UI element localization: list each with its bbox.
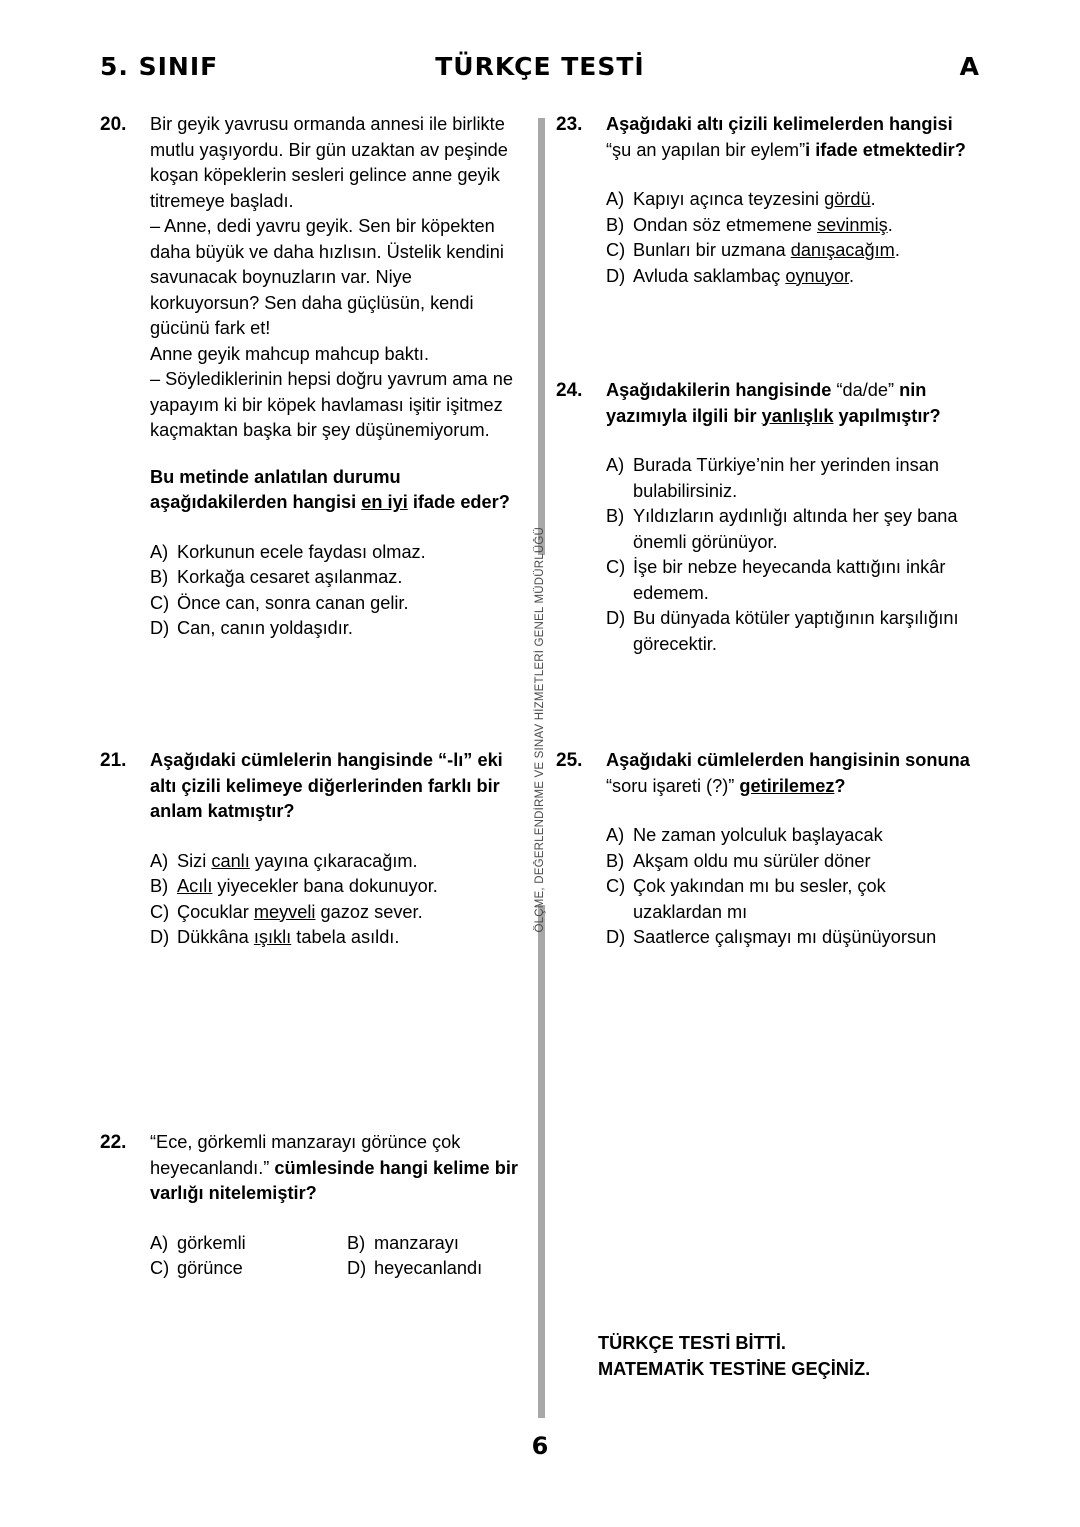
option-text: Korkağa cesaret aşılanmaz. xyxy=(177,567,403,587)
option-pre: Kapıyı açınca teyzesini xyxy=(633,189,825,209)
prompt-pre: Bu metinde anlatılan durumu aşağıdakilerden hangisi xyxy=(150,466,401,512)
option-letter: A) xyxy=(606,825,625,845)
option-c[interactable] xyxy=(606,238,976,264)
question-22-options xyxy=(150,1231,520,1282)
prompt-bold: Aşağıdaki cümlelerden hangisinin sonuna xyxy=(606,750,970,770)
option-letter: A) xyxy=(606,455,625,475)
option-a[interactable] xyxy=(150,849,520,875)
option-c[interactable] xyxy=(606,874,976,925)
option-letter: B) xyxy=(606,850,625,871)
booklet-label: A xyxy=(959,52,980,81)
question-23-options xyxy=(606,187,976,289)
prompt-quote: “da/de” xyxy=(836,380,895,400)
option-post: yiyecekler bana dokunuyor. xyxy=(212,876,438,896)
passage-paragraph: – Söylediklerinin hepsi doğru yavrum ama ne yapayım ki bir köpek havlaması işitir işitmez kaçmaktan başka bir şey düşünemiyorum. xyxy=(150,369,513,440)
option-c[interactable] xyxy=(150,1256,347,1282)
option-underlined: oynuyor xyxy=(785,265,850,286)
option-text xyxy=(177,874,520,900)
option-a[interactable] xyxy=(150,1231,347,1257)
page-number: 6 xyxy=(531,1432,549,1460)
option-a[interactable] xyxy=(606,823,976,849)
option-post: gazoz sever. xyxy=(315,901,423,922)
option-underlined: meyveli xyxy=(253,901,316,922)
option-row xyxy=(150,1231,520,1257)
prompt-bold-1: Aşağıdaki altı çizili kelimelerden hangisi xyxy=(606,114,953,134)
option-letter: A) xyxy=(150,1232,169,1253)
prompt-pre: Aşağıdakilerin hangisinde xyxy=(606,380,837,400)
option-underlined: ışıklı xyxy=(253,927,292,947)
option-letter: C) xyxy=(150,592,170,613)
option-post: yayına çıkaracağım. xyxy=(249,850,418,871)
option-post: . xyxy=(894,240,900,260)
option-text xyxy=(633,238,976,264)
prompt-text: Aşağıdaki cümlelerin hangisinde “-lı” eki altı çizili kelimeye diğerlerinden farklı bir anlam katmıştır? xyxy=(150,750,503,821)
option-text: manzarayı xyxy=(374,1232,459,1253)
question-24-prompt xyxy=(606,378,976,429)
question-21-options xyxy=(150,849,520,951)
option-d[interactable] xyxy=(606,264,976,290)
option-d[interactable] xyxy=(347,1256,544,1282)
option-d[interactable] xyxy=(150,925,520,951)
option-text: Korkunun ecele faydası olmaz. xyxy=(177,541,426,562)
option-underlined: gördü xyxy=(824,189,871,209)
passage-paragraph: – Anne, dedi yavru geyik. Sen bir köpekten daha büyük ve daha hızlısın. Üstelik kendini savunacak boynuzların var. Niye korkuyorsun? Sen daha güçlüsün, kendi gücünü fark et! xyxy=(150,216,504,338)
question-23-prompt xyxy=(606,112,976,163)
option-b[interactable] xyxy=(606,213,976,239)
option-d[interactable] xyxy=(606,925,976,951)
option-pre: Çocuklar xyxy=(177,901,254,922)
option-row xyxy=(150,1256,520,1282)
option-pre: Bunları bir uzmana xyxy=(633,240,791,260)
option-pre: Sizi xyxy=(177,850,212,871)
option-letter: A) xyxy=(150,541,169,562)
option-c[interactable] xyxy=(606,555,976,606)
option-post: tabela asıldı. xyxy=(291,927,400,947)
prompt-underlined: en iyi xyxy=(361,492,408,512)
option-letter: A) xyxy=(150,850,169,871)
question-24 xyxy=(556,378,976,657)
option-post: . xyxy=(849,265,855,286)
option-text xyxy=(177,849,520,875)
end-note-line-2: MATEMATİK TESTİNE GEÇİNİZ. xyxy=(598,1358,871,1379)
prompt-post: ? xyxy=(834,775,846,796)
option-underlined: sevinmiş xyxy=(817,214,888,235)
option-letter: B) xyxy=(150,567,169,587)
prompt-quote: “şu an yapılan bir eylem” xyxy=(606,139,806,160)
option-b[interactable] xyxy=(606,849,976,875)
option-letter: D) xyxy=(150,927,170,947)
option-text xyxy=(177,900,520,926)
grade-label: 5. SINIF xyxy=(100,52,219,81)
option-text: Can, canın yoldaşıdır. xyxy=(177,618,353,638)
option-text xyxy=(633,264,976,290)
prompt-text xyxy=(150,1130,520,1207)
option-pre: Ondan söz etmemene xyxy=(633,214,817,235)
option-underlined: Acılı xyxy=(177,876,213,896)
question-20-prompt xyxy=(150,465,520,516)
watermark-text: ÖLÇME, DEĞERLENDİRME VE SINAV HİZMETLERİ GENEL MÜDÜRLÜĞÜ xyxy=(534,527,546,933)
prompt-mid: nin yazımıyla ilgili bir xyxy=(606,380,927,426)
prompt-post: ifade eder? xyxy=(407,492,510,512)
prompt-bold-2: i ifade etmektedir? xyxy=(805,139,966,160)
option-text: Ne zaman yolculuk başlayacak xyxy=(633,825,883,845)
option-letter: D) xyxy=(606,265,626,286)
question-22-prompt xyxy=(150,1130,520,1207)
option-b[interactable] xyxy=(150,565,520,591)
option-letter: D) xyxy=(347,1258,367,1278)
page-header xyxy=(100,52,980,92)
prompt-underlined: yanlışlık xyxy=(761,405,834,426)
question-25 xyxy=(556,748,976,951)
prompt-post: yapılmıştır? xyxy=(833,405,941,426)
question-21-number: 21. xyxy=(100,750,127,771)
option-letter: B) xyxy=(606,214,625,235)
option-letter: D) xyxy=(150,618,170,638)
option-letter: C) xyxy=(606,240,626,260)
option-b[interactable] xyxy=(347,1231,544,1257)
question-20-number: 20. xyxy=(100,114,127,135)
option-d[interactable] xyxy=(606,606,976,657)
prompt-text xyxy=(606,378,976,429)
option-letter: B) xyxy=(606,506,625,526)
right-column xyxy=(556,112,976,947)
prompt-underlined: getirilemez xyxy=(739,775,835,796)
question-20-passage xyxy=(150,112,520,516)
vertical-watermark xyxy=(527,527,553,933)
option-text xyxy=(177,925,520,951)
option-text: Akşam oldu mu sürüler döner xyxy=(633,850,871,871)
left-column xyxy=(100,112,520,1278)
option-text xyxy=(633,213,976,239)
option-c[interactable] xyxy=(150,900,520,926)
question-21-prompt xyxy=(150,748,520,825)
question-22-number: 22. xyxy=(100,1132,127,1153)
end-note-line-1: TÜRKÇE TESTİ BİTTİ. xyxy=(598,1333,786,1353)
question-21 xyxy=(100,748,520,951)
option-letter: A) xyxy=(606,189,625,209)
option-a[interactable] xyxy=(606,453,976,504)
option-a[interactable] xyxy=(606,187,976,213)
option-letter: D) xyxy=(606,608,626,628)
option-underlined: canlı xyxy=(211,850,250,871)
option-text: görünce xyxy=(177,1258,243,1278)
option-text: heyecanlandı xyxy=(374,1258,483,1278)
option-text: Önce can, sonra canan gelir. xyxy=(177,592,409,613)
option-text: Çok yakından mı bu sesler, çok uzaklardan mı xyxy=(633,876,886,922)
option-text: Bu dünyada kötüler yaptığının karşılığını görecektir. xyxy=(633,608,959,654)
option-letter: C) xyxy=(606,557,626,577)
option-post: . xyxy=(887,214,893,235)
question-23-number: 23. xyxy=(556,114,583,135)
passage-paragraph: Bir geyik yavrusu ormanda annesi ile birlikte mutlu yaşıyordu. Bir gün uzaktan av peşinde koşan köpeklerin sesleri gelince anne geyik titremeye başladı. xyxy=(150,114,508,211)
option-text: görkemli xyxy=(177,1232,246,1253)
option-letter: C) xyxy=(150,901,170,922)
question-20 xyxy=(100,112,520,642)
option-d[interactable] xyxy=(150,616,520,642)
option-letter: B) xyxy=(150,876,169,896)
option-letter: C) xyxy=(606,876,626,896)
option-b[interactable] xyxy=(150,874,520,900)
option-letter: C) xyxy=(150,1258,170,1278)
question-23 xyxy=(556,112,976,289)
option-underlined: danışacağım xyxy=(790,240,895,260)
question-25-options xyxy=(606,823,976,951)
option-text: Burada Türkiye’nin her yerinden insan bulabilirsiniz. xyxy=(633,455,939,501)
prompt-quote: “soru işareti (?)” xyxy=(606,775,740,796)
question-25-number: 25. xyxy=(556,750,583,771)
option-pre: Dükkâna xyxy=(177,927,254,947)
option-letter: D) xyxy=(606,927,626,947)
option-a[interactable] xyxy=(150,540,520,566)
option-text: İşe bir nebze heyecanda kattığını inkâr edemem. xyxy=(633,557,946,603)
end-of-test-note xyxy=(598,1331,870,1382)
test-title: TÜRKÇE TESTİ xyxy=(435,52,645,81)
option-post: . xyxy=(870,189,876,209)
prompt-quote: “Ece, görkemli manzarayı görünce çok heyecanlandı.” xyxy=(150,1132,461,1178)
option-pre: Avluda saklambaç xyxy=(633,265,786,286)
option-text: Saatlerce çalışmayı mı düşünüyorsun xyxy=(633,927,937,947)
question-20-options xyxy=(150,540,520,642)
passage-paragraph: Anne geyik mahcup mahcup baktı. xyxy=(150,343,430,364)
option-letter: B) xyxy=(347,1232,366,1253)
option-b[interactable] xyxy=(606,504,976,555)
question-25-prompt xyxy=(606,748,976,799)
prompt-text xyxy=(606,112,976,163)
prompt-bold: cümlesinde hangi kelime bir varlığı nitelemiştir? xyxy=(150,1157,518,1203)
question-24-options xyxy=(606,453,976,657)
question-22 xyxy=(100,1130,520,1282)
option-text: Yıldızların aydınlığı altında her şey bana önemli görünüyor. xyxy=(633,506,958,552)
option-text xyxy=(633,187,976,213)
prompt-text xyxy=(606,748,976,799)
question-24-number: 24. xyxy=(556,380,583,401)
option-c[interactable] xyxy=(150,591,520,617)
